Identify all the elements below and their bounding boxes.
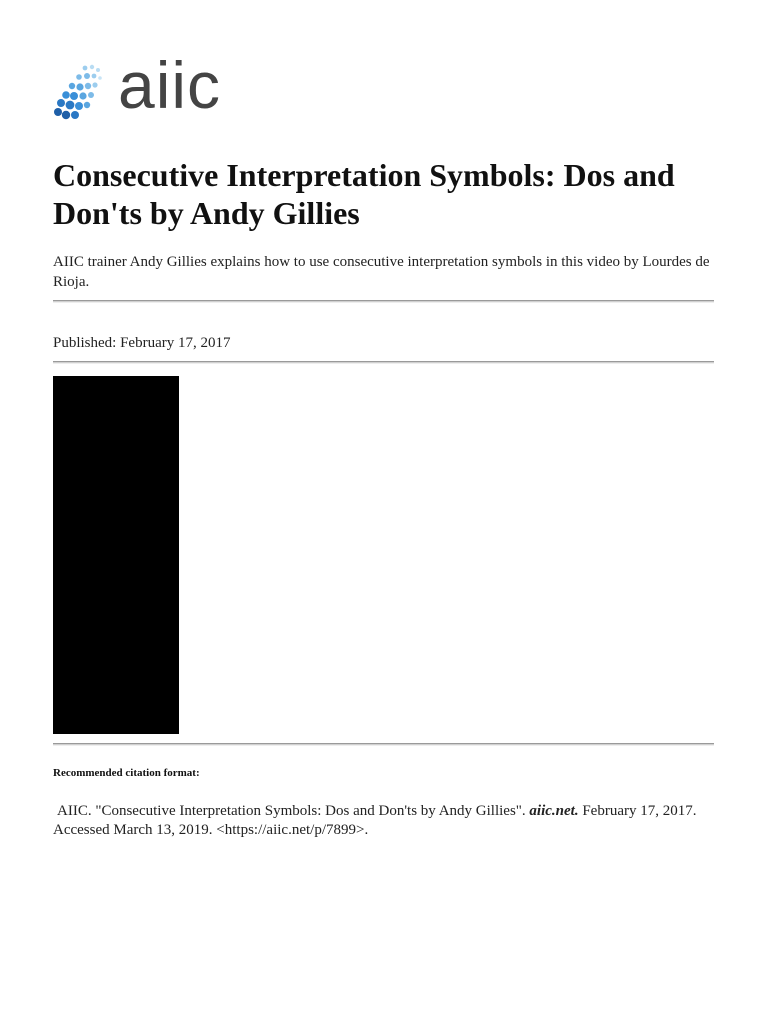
divider bbox=[53, 743, 714, 745]
citation-label: Recommended citation format: bbox=[53, 767, 200, 779]
divider bbox=[53, 300, 714, 302]
citation-source: aiic.net. bbox=[529, 803, 579, 819]
logo-wordmark: aiic bbox=[118, 48, 222, 122]
divider bbox=[53, 361, 714, 363]
citation-text bbox=[53, 802, 713, 840]
published-date: Published: February 17, 2017 bbox=[53, 335, 231, 351]
citation-suffix: February 17, 2017. Accessed March 13, 2019. <https://aiic.net/p/7899>. bbox=[53, 803, 697, 838]
page-title: Consecutive Interpretation Symbols: Dos and Don'ts by Andy Gillies bbox=[53, 157, 675, 231]
video-embed[interactable] bbox=[53, 376, 179, 734]
citation-prefix: AIIC. "Consecutive Interpretation Symbols: Dos and Don'ts by Andy Gillies". bbox=[57, 803, 530, 819]
article-intro: AIIC trainer Andy Gillies explains how to use consecutive interpretation symbols in this video by Lourdes de Rioja. bbox=[53, 254, 710, 290]
aiic-dots-icon bbox=[52, 60, 112, 124]
aiic-logo[interactable] bbox=[52, 48, 242, 124]
